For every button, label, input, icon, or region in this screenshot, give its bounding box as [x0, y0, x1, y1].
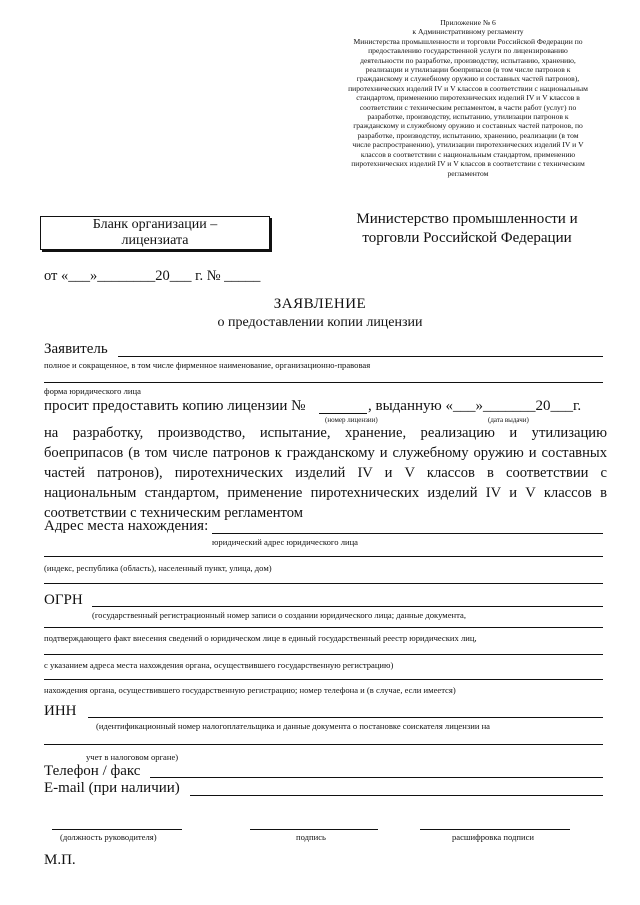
- applicant-field[interactable]: [118, 356, 603, 357]
- ogrn-label: ОГРН: [44, 592, 83, 608]
- applicant-hint-2: форма юридического лица: [44, 386, 141, 396]
- inn-hint-2: учет в налоговом органе): [86, 752, 179, 762]
- appendix-header: [320, 18, 616, 178]
- inn-hint-1: (идентификационный номер налогоплательщика и данные документа о постановке соискателя лицензии на: [96, 721, 490, 731]
- applicant-hint-1: полное и сокращенное, в том числе фирменное наименование, организационно-правовая: [44, 360, 371, 370]
- position-hint: (должность руководителя): [60, 832, 157, 842]
- organization-blank-box: [40, 216, 270, 250]
- appendix-line: гражданскому и служебному оружию и составных частей патронов),: [356, 74, 580, 84]
- appendix-line: классов в соответствии с национальным стандартом, применению: [360, 149, 576, 159]
- appendix-line: гражданскому и служебному оружию и составных частей патронов, по: [353, 121, 583, 131]
- appendix-line: реализации и утилизации боеприпасов (в том числе патронов к: [365, 65, 571, 75]
- date-number-line[interactable]: от «___»________20___ г. № _____: [44, 268, 261, 284]
- inn-label: ИНН: [44, 703, 77, 719]
- request-text-2: , выданную «___»_______20___г.: [368, 398, 582, 414]
- signature-field[interactable]: [250, 829, 378, 830]
- applicant-field-2[interactable]: [44, 382, 603, 383]
- ogrn-field-3[interactable]: [44, 654, 603, 655]
- address-field[interactable]: [212, 533, 603, 534]
- appendix-line: соответствии с техническим регламентом, в части работ (услуг) по: [359, 102, 577, 112]
- appendix-line: числе распространению), утилизации пиротехнических изделий IV и V: [352, 140, 584, 150]
- email-field[interactable]: [190, 795, 603, 796]
- address-hint-1: юридический адрес юридического лица: [212, 537, 358, 547]
- position-field[interactable]: [52, 829, 182, 830]
- ministry-addressee: [322, 210, 612, 248]
- document-subtitle: о предоставлении копии лицензии: [217, 315, 423, 330]
- email-label: E-mail (при наличии): [44, 780, 180, 796]
- ogrn-hint-3: с указанием адреса места нахождения органа, осуществившего государственную регистрацию): [44, 660, 394, 670]
- ogrn-hint-2: подтверждающего факт внесения сведений о юридическом лице в единый государственный реестр юридических лиц,: [44, 633, 477, 643]
- appendix-line: предоставлению государственной услуги по лицензированию: [368, 46, 568, 56]
- appendix-line: регламентом: [447, 168, 489, 178]
- blank-line-1: Бланк организации –: [92, 217, 218, 232]
- ministry-line-1: Министерство промышленности и: [356, 211, 578, 227]
- signature-hint: подпись: [296, 832, 326, 842]
- issue-date-hint: (дата выдачи): [488, 416, 529, 424]
- address-label: Адрес места нахождения:: [44, 518, 209, 534]
- license-number-hint: (номер лицензии): [325, 416, 378, 424]
- appendix-line: к Административному регламенту: [412, 27, 524, 37]
- address-hint-2: (индекс, республика (область), населенный пункт, улица, дом): [44, 563, 272, 573]
- ogrn-field[interactable]: [92, 606, 603, 607]
- appendix-line: деятельности по разработке, производству, испытанию, хранению,: [360, 55, 576, 65]
- ogrn-field-2[interactable]: [44, 627, 603, 628]
- activity-description: на разработку, производство, испытание, хранение, реализацию и утилизацию боеприпасов (в том числе патронов к гражданскому и служебному оружию и составных частей патронов), пиротехнических изделий IV и V классов в соответствии с национальным стандартом, применение пиротехнических изделий IV и V классов в соответствии с техническим регламентом: [44, 425, 607, 521]
- appendix-line: стандартом, применению пиротехнических изделий IV и V классов в: [356, 93, 580, 103]
- phone-field[interactable]: [150, 777, 603, 778]
- ogrn-hint-1: (государственный регистрационный номер записи о создании юридического лица; данные документа,: [92, 610, 466, 620]
- request-text-1: просит предоставить копию лицензии №: [44, 398, 306, 414]
- license-number-field[interactable]: [319, 413, 367, 414]
- appendix-line: Министерства промышленности и торговли Российской Федерации по: [353, 36, 583, 46]
- blank-line-2: лицензиата: [121, 233, 189, 248]
- ogrn-field-4[interactable]: [44, 679, 603, 680]
- ministry-line-2: торговли Российской Федерации: [362, 230, 572, 246]
- signature-decode-hint: расшифровка подписи: [452, 832, 535, 842]
- appendix-line: разработке, производству, испытанию, утилизации патронов к: [367, 112, 569, 122]
- ogrn-hint-4: нахождения органа, осуществившего государственную регистрацию; номер телефона и (в случае, если имеется): [44, 685, 456, 695]
- document-title: ЗАЯВЛЕНИЕ: [273, 296, 367, 312]
- address-field-2[interactable]: [44, 556, 603, 557]
- inn-field[interactable]: [88, 717, 603, 718]
- address-field-3[interactable]: [44, 583, 603, 584]
- phone-label: Телефон / факс: [44, 763, 141, 779]
- appendix-line: разработке, производству, испытанию, хранению, реализации (в том: [357, 130, 579, 140]
- appendix-line: пиротехнических изделий IV и V классов в соответствии с национальным: [348, 83, 588, 93]
- applicant-label: Заявитель: [44, 341, 108, 357]
- appendix-line: Приложение № 6: [440, 18, 496, 27]
- inn-field-2[interactable]: [44, 744, 603, 745]
- stamp-place: М.П.: [44, 852, 76, 868]
- signature-decode-field[interactable]: [420, 829, 570, 830]
- appendix-line: пиротехнических изделий IV и V классов в соответствии с техническим: [351, 159, 585, 169]
